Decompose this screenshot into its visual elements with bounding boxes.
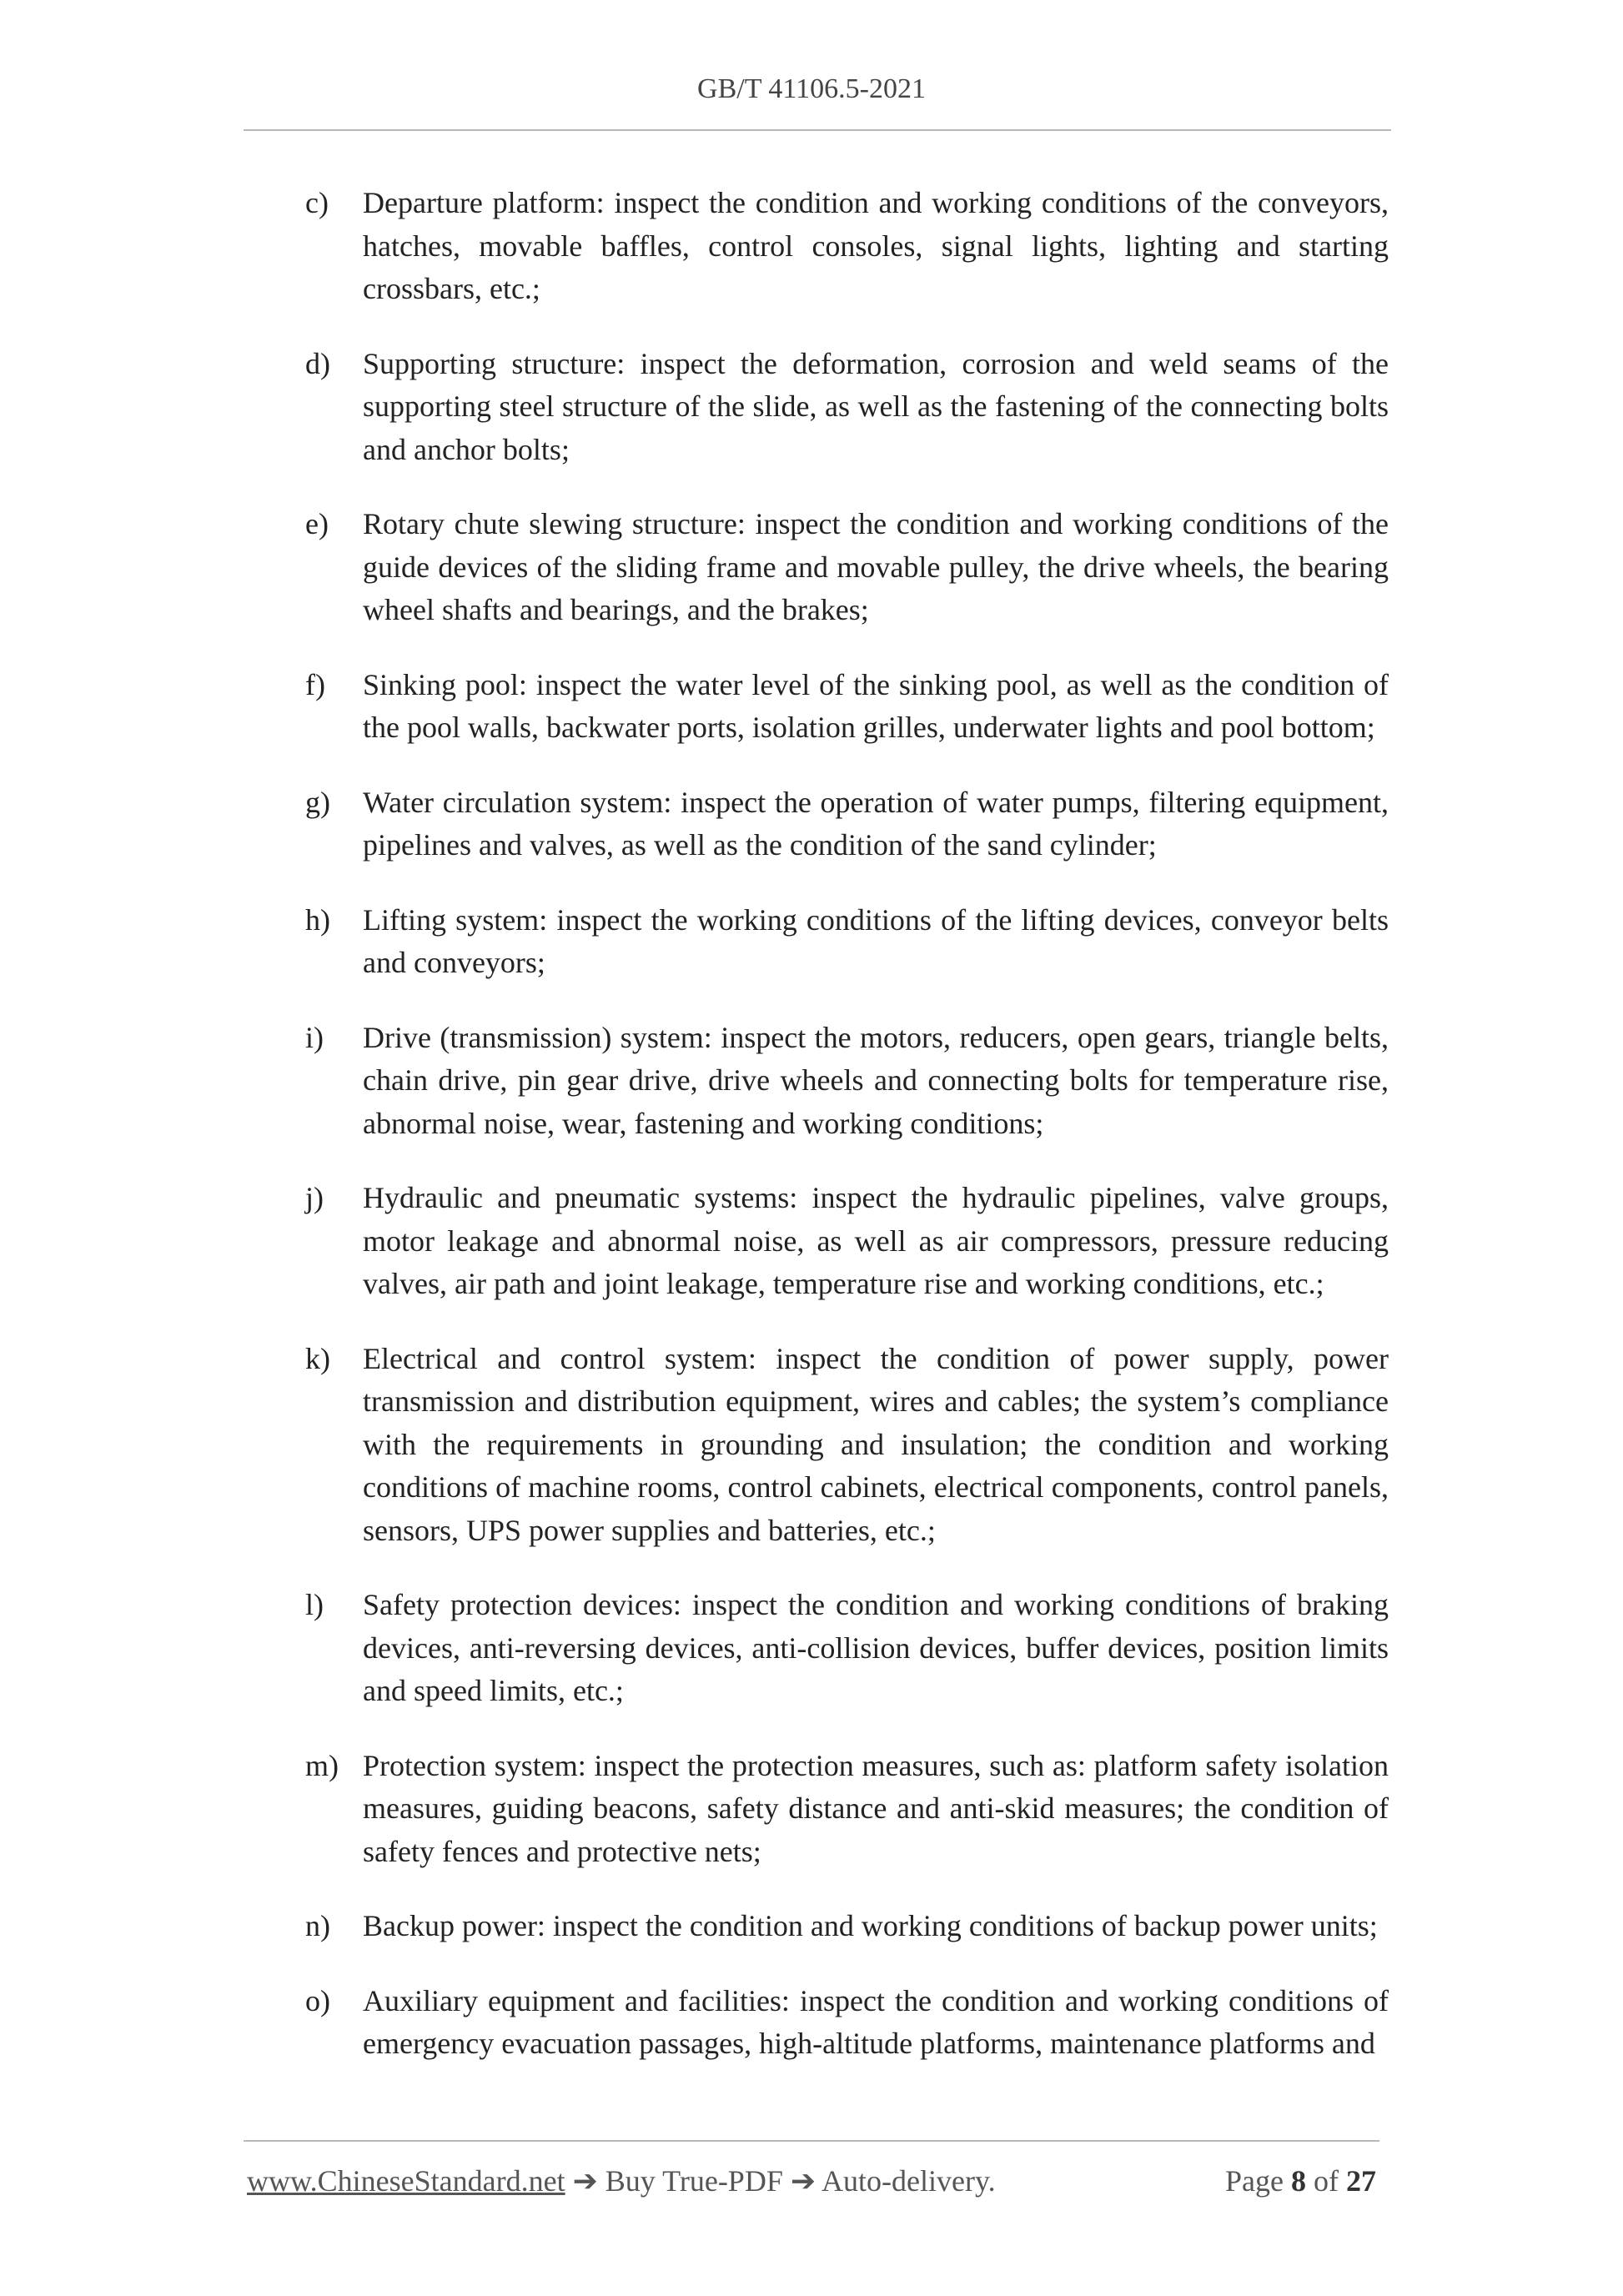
current-page: 8	[1291, 2164, 1306, 2198]
list-item-label: f)	[305, 667, 325, 701]
page-number	[1225, 2163, 1376, 2198]
list-item-label: m)	[305, 1748, 339, 1782]
buy-true-pdf-text: Buy True-PDF	[605, 2164, 783, 2198]
list-item-label: n)	[305, 1909, 330, 1942]
list-item	[0, 1017, 1623, 1146]
list-item-text: Rotary chute slewing structure: inspect the condition and working conditions of the guide devices of the sliding frame and movable pulley, the drive wheels, the bearing wheel shafts and bearings, and the brakes;	[363, 507, 1389, 626]
auto-delivery-text: Auto-delivery.	[822, 2164, 996, 2198]
list-item	[0, 503, 1623, 632]
list-item-text: Hydraulic and pneumatic systems: inspect the hydraulic pipelines, valve groups, motor leakage and abnormal noise, as well as air compressors, pressure reducing valves, air path and joint leakage, temperature rise and working conditions, etc.;	[363, 1181, 1389, 1300]
list-item	[0, 182, 1623, 311]
list-item	[0, 1338, 1623, 1553]
footer-promo	[247, 2163, 996, 2198]
list-item	[0, 343, 1623, 472]
list-item	[0, 1905, 1623, 1948]
list-item	[0, 781, 1623, 867]
list-item-label: g)	[305, 785, 330, 819]
page-word: Page	[1225, 2164, 1284, 2198]
list-item	[0, 664, 1623, 750]
arrow-right-icon: ➔	[572, 2164, 598, 2198]
list-item-label: e)	[305, 507, 329, 540]
list-item-text: Water circulation system: inspect the operation of water pumps, filtering equipment, pipelines and valves, as well as the condition of the sand cylinder;	[363, 785, 1389, 862]
list-item-text: Departure platform: inspect the condition and working conditions of the conveyors, hatches, movable baffles, control consoles, signal lights, lighting and starting crossbars, etc.;	[363, 186, 1389, 305]
list-item-text: Safety protection devices: inspect the condition and working conditions of braking devices, anti-reversing devices, anti-collision devices, buffer devices, position limits and speed limits, etc.;	[363, 1588, 1389, 1707]
header-divider	[244, 129, 1391, 131]
list-item-label: c)	[305, 186, 329, 219]
list-item-text: Backup power: inspect the condition and working conditions of backup power units;	[363, 1909, 1378, 1942]
list-item-label: l)	[305, 1588, 324, 1621]
document-header-title: GB/T 41106.5-2021	[697, 73, 926, 104]
list-item	[0, 1980, 1623, 2066]
list-item-label: k)	[305, 1341, 330, 1375]
list-item	[0, 1177, 1623, 1306]
list-item-label: i)	[305, 1020, 324, 1054]
list-item-text: Electrical and control system: inspect the condition of power supply, power transmission and distribution equipment, wires and cables; the system’s compliance with the requirements in grounding and insulation; the condition and working conditions of machine rooms, control cabinets, electrical components, control panels, sensors, UPS power supplies and batteries, etc.;	[363, 1341, 1389, 1547]
list-item-text: Sinking pool: inspect the water level of the sinking pool, as well as the condition of the pool walls, backwater ports, isolation grilles, underwater lights and pool bottom;	[363, 667, 1389, 744]
total-pages: 27	[1346, 2164, 1376, 2198]
website-link[interactable]: www.ChineseStandard.net	[247, 2164, 565, 2198]
list-item-label: j)	[305, 1181, 324, 1214]
list-item-text: Lifting system: inspect the working conditions of the lifting devices, conveyor belts and conveyors;	[363, 902, 1389, 979]
list-item-text: Auxiliary equipment and facilities: inspect the condition and working conditions of emergency evacuation passages, high-altitude platforms, maintenance platforms and	[363, 1983, 1389, 2060]
list-item-label: d)	[305, 346, 330, 380]
inspection-item-list	[0, 182, 1623, 2098]
list-item	[0, 1584, 1623, 1713]
footer-divider	[244, 2140, 1379, 2142]
list-item	[0, 1745, 1623, 1874]
list-item-text: Protection system: inspect the protection measures, such as: platform safety isolation measures, guiding beacons, safety distance and anti-skid measures; the condition of safety fences and protective nets;	[363, 1748, 1389, 1868]
list-item-label: h)	[305, 902, 330, 937]
arrow-right-icon: ➔	[790, 2164, 817, 2198]
list-item-text: Supporting structure: inspect the deformation, corrosion and weld seams of the supporting steel structure of the slide, as well as the fastening of the connecting bolts and anchor bolts;	[363, 346, 1389, 466]
list-item-text: Drive (transmission) system: inspect the motors, reducers, open gears, triangle belts, chain drive, pin gear drive, drive wheels and connecting bolts for temperature rise, abnormal noise, wear, fastening and working conditions;	[363, 1020, 1389, 1140]
list-item	[0, 899, 1623, 985]
list-item-label: o)	[305, 1983, 330, 2017]
page-of-word: of	[1314, 2164, 1339, 2198]
